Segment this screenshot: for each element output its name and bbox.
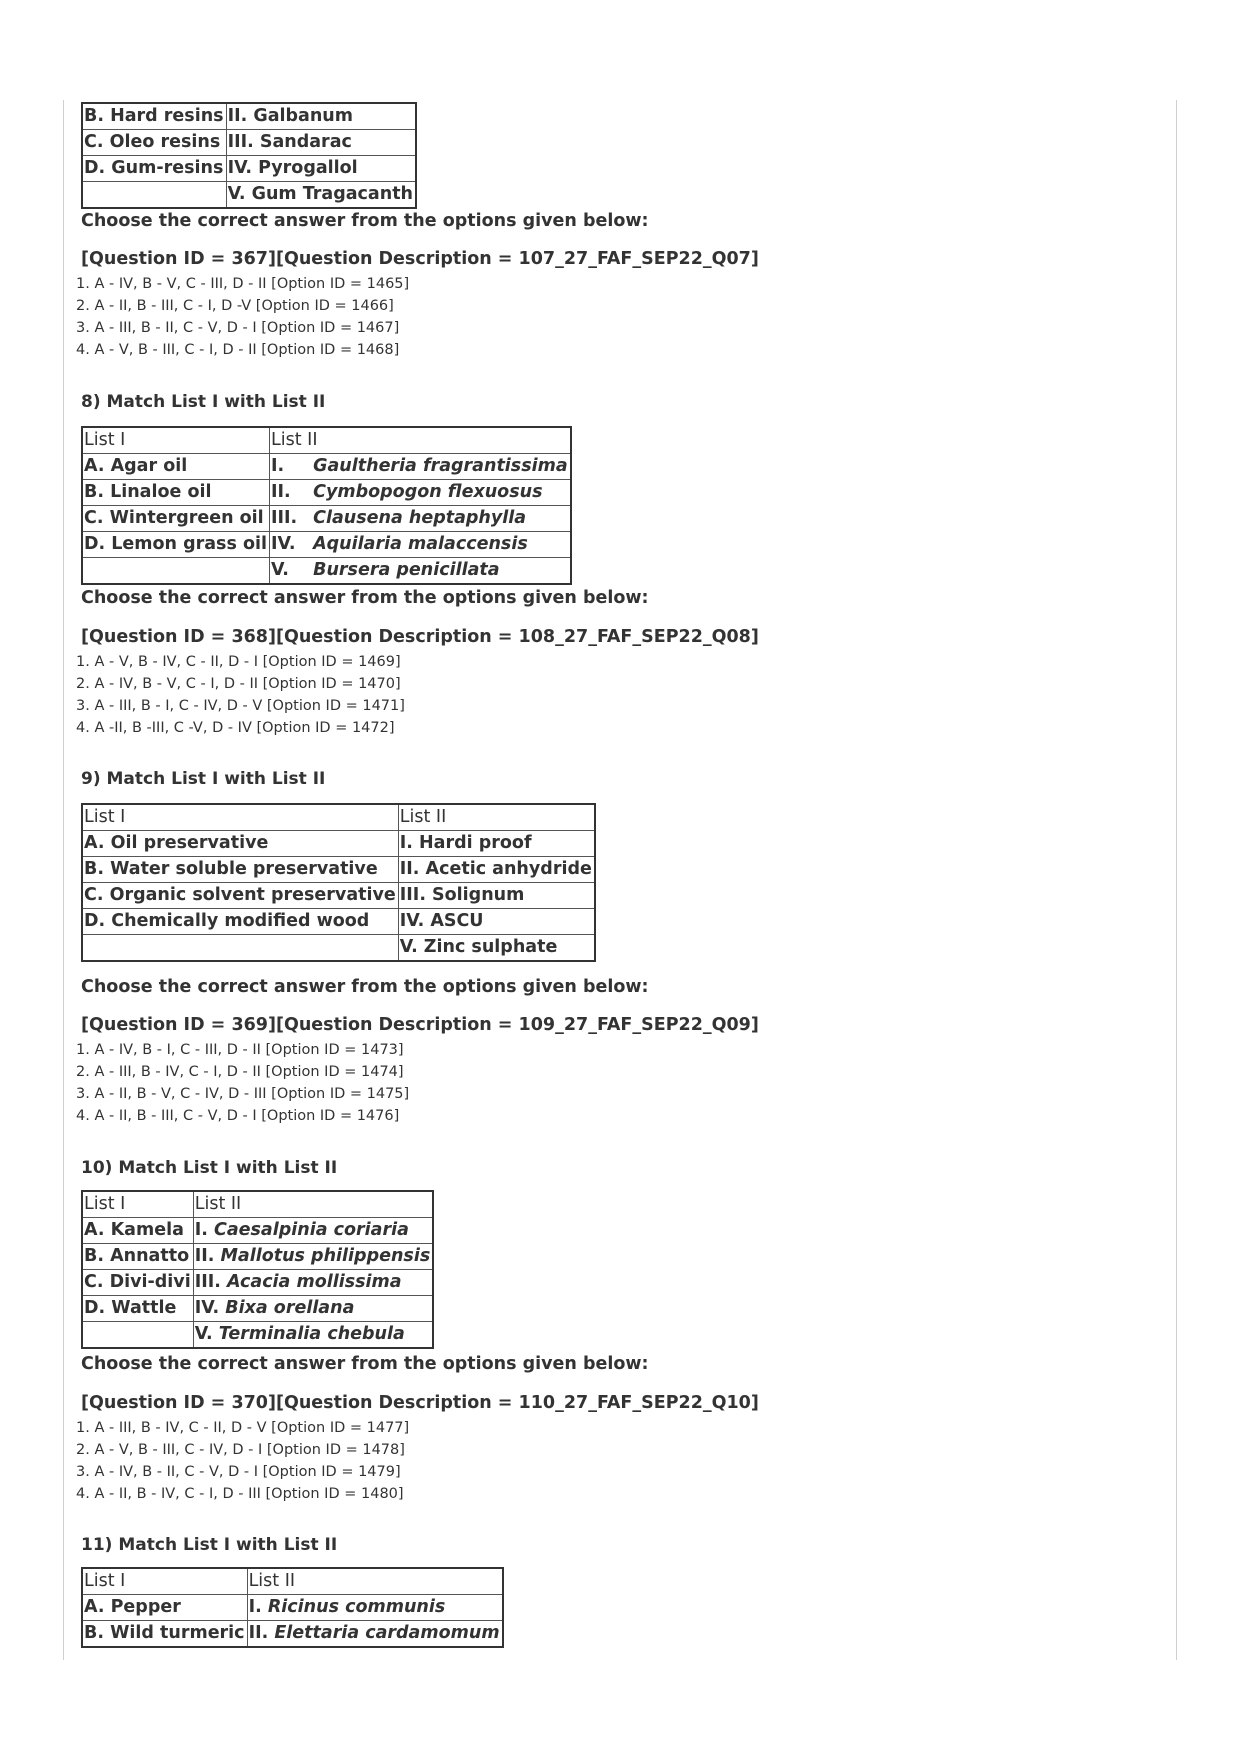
question-id-q8: [Question ID = 368][Question Description = 108_27_FAF_SEP22_Q08] [81, 627, 759, 647]
option-item: 1. A - V, B - IV, C - II, D - I [Option ID = 1469] [76, 654, 401, 670]
table-row [82, 103, 416, 130]
list-i-cell [82, 558, 270, 585]
question-title-q9: 9) Match List I with List II [81, 769, 326, 789]
list-i-header: List I [82, 804, 398, 831]
question-title-q10: 10) Match List I with List II [81, 1158, 338, 1178]
match-table-q11 [81, 1567, 504, 1648]
match-table-q10 [81, 1190, 434, 1349]
list-ii-cell: I. Hardi proof [398, 831, 595, 857]
list-i-cell: A. Pepper [82, 1595, 247, 1621]
option-item: 2. A - III, B - IV, C - I, D - II [Option ID = 1474] [76, 1064, 404, 1080]
table-row [82, 1244, 433, 1270]
list-i-cell: D. Gum-resins [82, 156, 226, 182]
list-i-cell: D. Chemically modified wood [82, 909, 398, 935]
list-i-cell: A. Agar oil [82, 454, 270, 480]
list-ii-header: List II [193, 1191, 433, 1218]
table-row [82, 182, 416, 209]
list-ii-cell [270, 506, 571, 532]
list-ii-numeral: III. [194, 1272, 221, 1292]
question-title-q8: 8) Match List I with List II [81, 392, 326, 412]
option-item: 1. A - IV, B - V, C - III, D - II [Option ID = 1465] [76, 276, 410, 292]
list-ii-cell [193, 1296, 433, 1322]
list-ii-cell [270, 480, 571, 506]
table-row [82, 935, 595, 962]
table-header-row [82, 427, 571, 454]
choose-text-q10: Choose the correct answer from the options given below: [81, 1354, 649, 1374]
list-ii-cell: IV. ASCU [398, 909, 595, 935]
list-ii-numeral: III. [271, 508, 298, 528]
species-name: Aquilaria malaccensis [313, 534, 528, 554]
option-item: 4. A - V, B - III, C - I, D - II [Option ID = 1468] [76, 342, 400, 358]
species-name: Acacia mollissima [227, 1272, 402, 1292]
table-row [82, 454, 571, 480]
list-ii-numeral: II. [271, 482, 291, 502]
choose-text-q7: Choose the correct answer from the options given below: [81, 211, 649, 231]
list-i-cell: C. Organic solvent preservative [82, 883, 398, 909]
match-table-q9 [81, 803, 596, 962]
table-row [82, 480, 571, 506]
list-i-cell: B. Wild turmeric [82, 1621, 247, 1648]
list-ii-cell: IV. Pyrogallol [226, 156, 416, 182]
list-ii-numeral: II. [248, 1623, 269, 1643]
page-right-rule [1176, 100, 1177, 1660]
option-item: 1. A - III, B - IV, C - II, D - V [Option ID = 1477] [76, 1420, 410, 1436]
option-item: 1. A - IV, B - I, C - III, D - II [Option ID = 1473] [76, 1042, 404, 1058]
list-i-cell [82, 935, 398, 962]
option-item: 3. A - II, B - V, C - IV, D - III [Option ID = 1475] [76, 1086, 410, 1102]
list-i-cell: B. Hard resins [82, 103, 226, 130]
table-row [82, 909, 595, 935]
options-list-q9 [76, 1039, 409, 1127]
list-ii-numeral: I. [194, 1220, 208, 1240]
table-row [82, 883, 595, 909]
table-row [82, 130, 416, 156]
list-ii-cell [270, 558, 571, 585]
list-ii-header: List II [247, 1568, 503, 1595]
list-i-cell: A. Kamela [82, 1218, 193, 1244]
option-item: 3. A - III, B - II, C - V, D - I [Option ID = 1467] [76, 320, 400, 336]
list-ii-cell [193, 1322, 433, 1349]
list-i-header: List I [82, 1191, 193, 1218]
options-list-q7 [76, 273, 409, 361]
table-header-row [82, 804, 595, 831]
list-i-cell: B. Annatto [82, 1244, 193, 1270]
list-i-cell: C. Divi-divi [82, 1270, 193, 1296]
species-name: Clausena heptaphylla [313, 508, 527, 528]
table-row [82, 1296, 433, 1322]
table-row [82, 857, 595, 883]
options-list-q10 [76, 1417, 409, 1505]
list-ii-numeral: I. [271, 456, 285, 476]
page-left-rule [63, 100, 64, 1660]
table-row [82, 532, 571, 558]
option-item: 4. A - II, B - IV, C - I, D - III [Option ID = 1480] [76, 1486, 404, 1502]
species-name: Bixa orellana [225, 1298, 355, 1318]
list-ii-cell: II. Acetic anhydride [398, 857, 595, 883]
table-row [82, 1621, 503, 1648]
list-ii-numeral: IV. [271, 534, 296, 554]
list-ii-header: List II [398, 804, 595, 831]
species-name: Bursera penicillata [313, 560, 500, 580]
table-header-row [82, 1191, 433, 1218]
species-name: Caesalpinia coriaria [213, 1220, 409, 1240]
table-row [82, 506, 571, 532]
list-ii-cell: III. Solignum [398, 883, 595, 909]
list-i-header: List I [82, 1568, 247, 1595]
list-ii-numeral: II. [194, 1246, 215, 1266]
choose-text-q8: Choose the correct answer from the options given below: [81, 588, 649, 608]
list-i-header: List I [82, 427, 270, 454]
list-i-cell [82, 1322, 193, 1349]
species-name: Gaultheria fragrantissima [313, 456, 568, 476]
table-row [82, 1595, 503, 1621]
table-header-row [82, 1568, 503, 1595]
list-i-cell [82, 182, 226, 209]
table-row [82, 1218, 433, 1244]
list-ii-cell: V. Zinc sulphate [398, 935, 595, 962]
list-ii-cell: II. Galbanum [226, 103, 416, 130]
list-i-cell: A. Oil preservative [82, 831, 398, 857]
list-ii-cell [270, 454, 571, 480]
table-row [82, 1322, 433, 1349]
question-title-q11: 11) Match List I with List II [81, 1535, 338, 1555]
list-ii-cell: V. Gum Tragacanth [226, 182, 416, 209]
options-list-q8 [76, 651, 405, 739]
list-ii-header: List II [270, 427, 571, 454]
list-ii-numeral: V. [194, 1324, 213, 1344]
species-name: Elettaria cardamomum [274, 1623, 500, 1643]
option-item: 4. A - II, B - III, C - V, D - I [Option ID = 1476] [76, 1108, 400, 1124]
list-i-cell: D. Lemon grass oil [82, 532, 270, 558]
list-ii-cell [193, 1244, 433, 1270]
list-i-cell: C. Wintergreen oil [82, 506, 270, 532]
list-ii-cell [247, 1621, 503, 1648]
table-row [82, 156, 416, 182]
list-ii-cell [193, 1270, 433, 1296]
question-id-q10: [Question ID = 370][Question Description = 110_27_FAF_SEP22_Q10] [81, 1393, 759, 1413]
option-item: 4. A -II, B -III, C -V, D - IV [Option ID = 1472] [76, 720, 395, 736]
table-row [82, 558, 571, 585]
species-name: Ricinus communis [267, 1597, 446, 1617]
option-item: 2. A - II, B - III, C - I, D -V [Option ID = 1466] [76, 298, 394, 314]
option-item: 3. A - IV, B - II, C - V, D - I [Option ID = 1479] [76, 1464, 401, 1480]
question-id-q7: [Question ID = 367][Question Description = 107_27_FAF_SEP22_Q07] [81, 249, 759, 269]
option-item: 2. A - V, B - III, C - IV, D - I [Option ID = 1478] [76, 1442, 405, 1458]
list-i-cell: C. Oleo resins [82, 130, 226, 156]
match-table-q7 [81, 102, 417, 209]
match-table-q8 [81, 426, 572, 585]
list-i-cell: B. Water soluble preservative [82, 857, 398, 883]
list-i-cell: D. Wattle [82, 1296, 193, 1322]
table-row [82, 831, 595, 857]
choose-text-q9: Choose the correct answer from the options given below: [81, 977, 649, 997]
list-i-cell: B. Linaloe oil [82, 480, 270, 506]
list-ii-cell: III. Sandarac [226, 130, 416, 156]
list-ii-numeral: I. [248, 1597, 262, 1617]
list-ii-cell [193, 1218, 433, 1244]
species-name: Terminalia chebula [218, 1324, 405, 1344]
list-ii-cell [247, 1595, 503, 1621]
question-id-q9: [Question ID = 369][Question Description = 109_27_FAF_SEP22_Q09] [81, 1015, 759, 1035]
option-item: 3. A - III, B - I, C - IV, D - V [Option ID = 1471] [76, 698, 405, 714]
table-row [82, 1270, 433, 1296]
list-ii-numeral: IV. [194, 1298, 220, 1318]
list-ii-numeral: V. [271, 560, 289, 580]
list-ii-cell [270, 532, 571, 558]
option-item: 2. A - IV, B - V, C - I, D - II [Option ID = 1470] [76, 676, 401, 692]
species-name: Mallotus philippensis [220, 1246, 431, 1266]
species-name: Cymbopogon flexuosus [313, 482, 543, 502]
